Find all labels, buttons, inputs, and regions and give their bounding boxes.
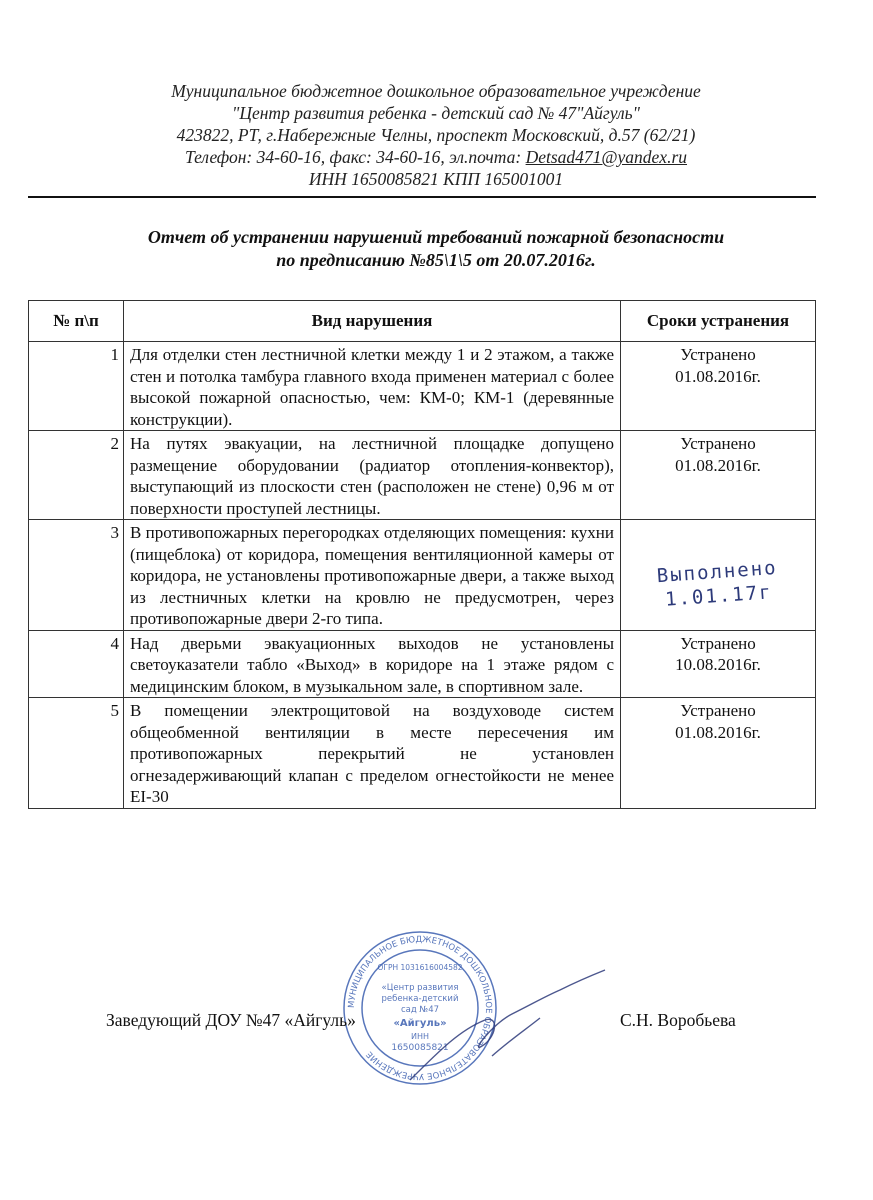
table-row — [29, 520, 816, 631]
status-date: 10.08.2016г. — [675, 655, 761, 674]
violation-text: Для отделки стен лестничной клетки между 1 и 2 этажом, а также стен и потолка тамбура главного входа применен материал с более высокой пожарной опасностью, чем: КМ-0; КМ-1 (деревянные конструкции). — [124, 342, 621, 431]
violation-text: На путях эвакуации, на лестничной площадке допущено размещение оборудовании (радиатор отопления-конвектор), выступающий из плоскости стен (расположен не стене) 0,96 м от поверхности проступей лестницы. — [124, 431, 621, 520]
header-divider — [28, 196, 816, 198]
row-number: 3 — [29, 520, 124, 631]
row-number: 5 — [29, 698, 124, 809]
row-number: 1 — [29, 342, 124, 431]
table-row — [29, 342, 816, 431]
stamp-line2: ребенка-детский — [381, 994, 459, 1004]
status-text: Устранено — [680, 633, 756, 653]
org-name: Муниципальное бюджетное дошкольное образовательное учреждение — [171, 81, 701, 101]
deadline-cell — [621, 342, 816, 431]
violations-table — [28, 300, 816, 809]
table-header-row — [29, 301, 816, 342]
phone-fax: Телефон: 34-60-16, факс: 34-60-16, эл.почта: — [184, 147, 526, 167]
stamp-ogrn: ОГРН 1031616004582 — [377, 963, 463, 972]
violation-text: В противопожарных перегородках отделяющих помещения: кухни (пищеблока) от коридора, помещения вентиляционной камеры от коридора, не установлены противопожарные двери, а также выход из лестничных клетки на кровлю не предусмотрен, через противопожарные двери 2-го типа. — [124, 520, 621, 631]
col-violation-header: Вид нарушения — [124, 301, 621, 342]
report-title — [60, 226, 812, 272]
report-title-line2: по предписанию №85\1\5 от 20.07.2016г. — [276, 250, 596, 270]
status-text: Устранено — [680, 701, 756, 720]
stamp-ring-text: МУНИЦИПАЛЬНОЕ БЮДЖЕТНОЕ ДОШКОЛЬНОЕ ОБРАЗОВАТЕЛЬНОЕ УЧРЕЖДЕНИЕ — [346, 934, 494, 1082]
stamp-line4: «Айгуль» — [393, 1018, 447, 1029]
status-text: Устранено — [680, 345, 756, 364]
email-link[interactable]: Detsad471@yandex.ru — [525, 147, 688, 167]
report-title-line1: Отчет об устранении нарушений требований пожарной безопасности — [147, 227, 725, 247]
status-text: Устранено — [680, 434, 756, 453]
row-number: 2 — [29, 431, 124, 520]
status-date: 01.08.2016г. — [675, 366, 761, 386]
org-contacts — [60, 146, 812, 168]
letterhead — [60, 80, 812, 190]
stamp-line1: «Центр развития — [381, 983, 459, 993]
org-address: 423822, РТ, г.Набережные Челны, проспект Московский, д.57 (62/21) — [176, 125, 696, 145]
org-title: "Центр развития ребенка - детский сад № 47"Айгуль" — [232, 103, 640, 123]
violation-text: В помещении электрощитовой на воздуховоде систем общеобменной вентиляции в месте пересечения им противопожарных перекрытий не установлен огнезадерживающий клапан с пределом огнестойкости не менее EI-30 — [124, 698, 621, 809]
deadline-cell — [621, 698, 816, 809]
table-row — [29, 431, 816, 520]
status-date: 01.08.2016г. — [675, 455, 761, 475]
handwritten-status: Выполнено — [656, 556, 779, 588]
stamp-inn-label: ИНН — [410, 1032, 430, 1041]
stamp-line3: сад №47 — [400, 1005, 440, 1015]
org-inn: ИНН 1650085821 КПП 165001001 — [308, 169, 564, 189]
deadline-cell — [621, 520, 816, 631]
director-position: Заведующий ДОУ №47 «Айгуль» — [106, 1010, 356, 1030]
stamp-inn: 1650085821 — [391, 1043, 449, 1053]
col-deadline-header: Сроки устранения — [621, 301, 816, 342]
director-name: С.Н. Воробьева — [620, 1010, 736, 1030]
handwritten-date: 1.01.17г — [664, 581, 774, 611]
row-number: 4 — [29, 630, 124, 698]
deadline-cell — [621, 630, 816, 698]
table-row — [29, 630, 816, 698]
signature-mark — [400, 960, 610, 1090]
violation-text: Над дверьми эвакуационных выходов не установлены светоуказатели табло «Выход» в коридоре на 1 этаже рядом с медицинским блоком, в музыкальном зале, в спортивном зале. — [124, 630, 621, 698]
status-date: 01.08.2016г. — [675, 722, 761, 742]
table-row — [29, 698, 816, 809]
col-number-header: № п\п — [29, 301, 124, 342]
deadline-cell — [621, 431, 816, 520]
handwritten-note — [642, 555, 795, 613]
